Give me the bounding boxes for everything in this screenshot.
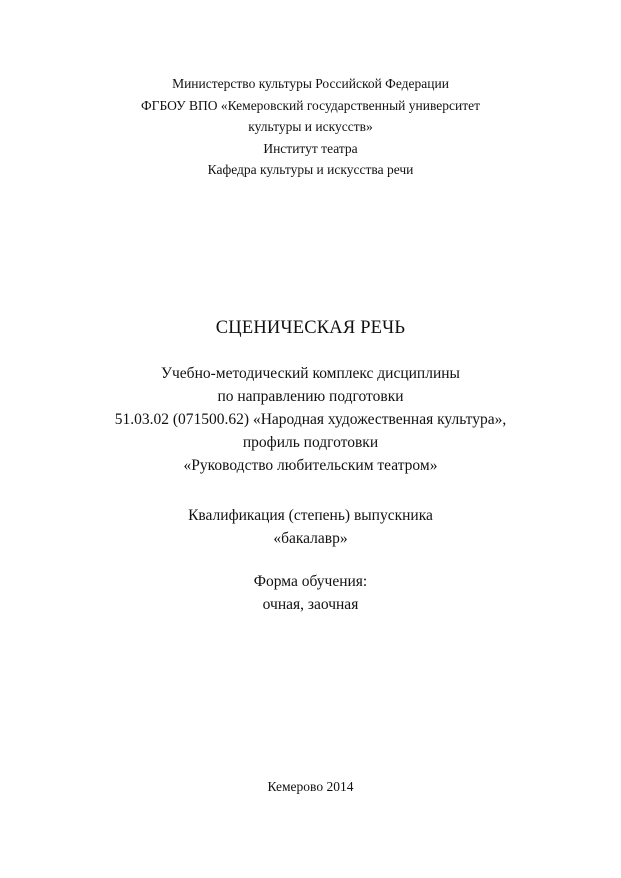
document-title: СЦЕНИЧЕСКАЯ РЕЧЬ [215, 318, 406, 338]
study-form-label: Форма обучения: [253, 573, 368, 590]
university-line-continued: культуры и искусств» [248, 119, 373, 134]
complex-type-line: Учебно-методический комплекс дисциплины [161, 365, 460, 382]
study-form-value: очная, заочная [262, 596, 359, 613]
university-line: ФГБОУ ВПО «Кемеровский государственный университет [140, 97, 481, 113]
discipline-description [0, 362, 621, 477]
study-form-block [0, 570, 621, 616]
qualification-block [0, 504, 621, 550]
ministry-line: Министерство культуры Российской Федерации [172, 76, 449, 91]
institution-header [0, 73, 621, 181]
city-year-footer: Кемерово 2014 [267, 779, 354, 794]
institute-line: Институт театра [263, 140, 358, 156]
department-line: Кафедра культуры и искусства речи [207, 162, 414, 177]
profile-name-line: «Руководство любительским театром» [183, 457, 438, 474]
profile-label-line: профиль подготовки [242, 434, 379, 451]
qualification-value: «бакалавр» [273, 530, 348, 547]
direction-label-line: по направлению подготовки [217, 388, 404, 405]
direction-code-line: 51.03.02 (071500.62) «Народная художественная культура», [114, 411, 507, 428]
qualification-label: Квалификация (степень) выпускника [188, 507, 433, 524]
